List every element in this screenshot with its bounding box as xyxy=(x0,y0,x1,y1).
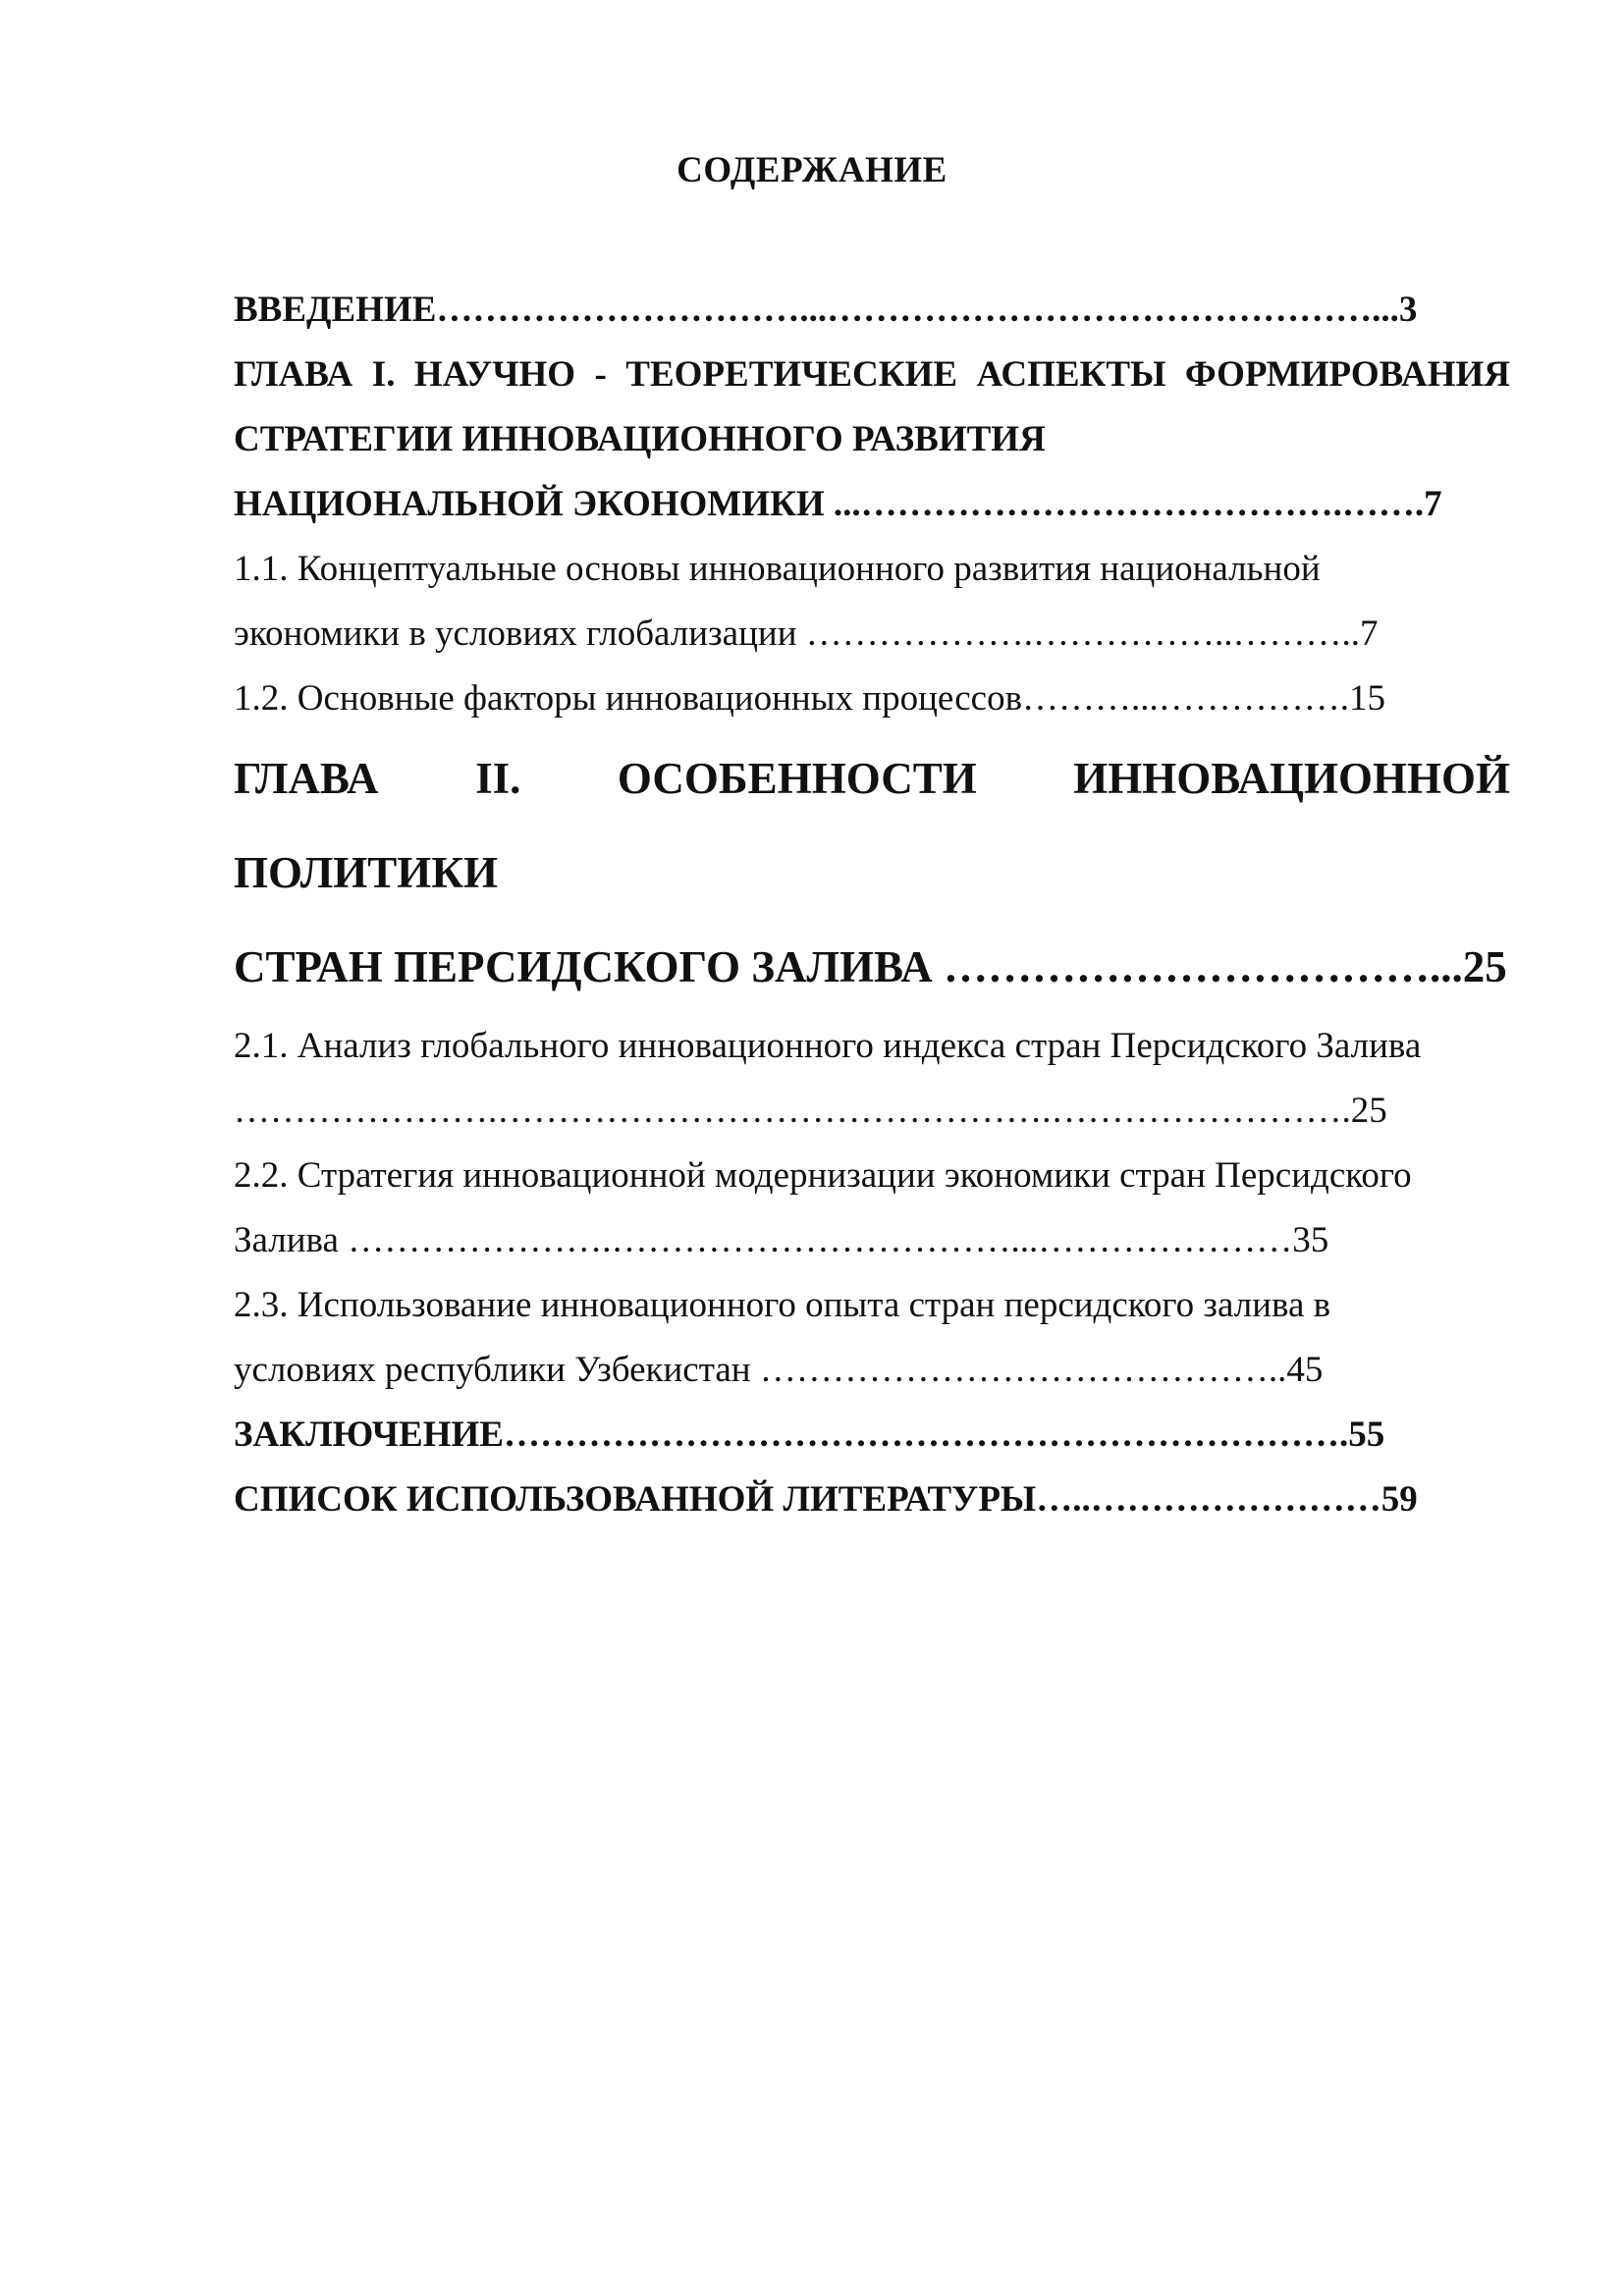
toc-entry-conclusion: ЗАКЛЮЧЕНИЕ…………………………………………………………….55 xyxy=(234,1415,1385,1455)
toc-entry-section-2-2-page: Залива ………………….……………………………...…………………35 xyxy=(234,1220,1329,1260)
toc-entry-section-2-2: 2.2. Стратегия инновационной модернизации экономики стран Персидского xyxy=(234,1155,1412,1196)
toc-entry-section-1-1-page: экономики в условиях глобализации ……………….……………..………..7 xyxy=(234,614,1379,654)
toc-entry-chapter-1: ГЛАВА I. НАУЧНО - ТЕОРЕТИЧЕСКИЕ АСПЕКТЫ ФОРМИРОВАНИЯ СТРАТЕГИИ ИННОВАЦИОННОГО РАЗВИТИЯ xyxy=(234,354,1510,459)
toc-entry-section-2-3-page: условиях республики Узбекистан ……………………………………..45 xyxy=(234,1350,1324,1390)
toc-entry-chapter-1-page: НАЦИОНАЛЬНОЙ ЭКОНОМИКИ ...………………………………….…….7 xyxy=(234,484,1442,524)
page-title: СОДЕРЖАНИЕ xyxy=(677,150,947,190)
toc-entry-section-1-1: 1.1. Концептуальные основы инновационного развития национальной xyxy=(234,549,1321,589)
toc-entry-section-2-1-page: ………………….……………………………………….…………………….25 xyxy=(234,1091,1387,1131)
toc-entry-bibliography: СПИСОК ИСПОЛЬЗОВАННОЙ ЛИТЕРАТУРЫ…..……………………59 xyxy=(234,1479,1418,1520)
toc-entry-intro: ВВЕДЕНИЕ…………………………...………………………………………...3 xyxy=(234,290,1418,330)
toc-entry-chapter-2-page: СТРАН ПЕРСИДСКОГО ЗАЛИВА ……………………………...25 xyxy=(234,942,1507,991)
toc-entry-chapter-2: ГЛАВА II. ОСОБЕННОСТИ ИННОВАЦИОННОЙ ПОЛИТИКИ xyxy=(234,754,1510,897)
toc-entry-section-2-3: 2.3. Использование инновационного опыта стран персидского залива в xyxy=(234,1285,1331,1325)
table-of-contents xyxy=(234,278,1510,1532)
toc-entry-section-2-1: 2.1. Анализ глобального инновационного индекса стран Персидского Залива xyxy=(234,1026,1422,1066)
toc-entry-section-1-2: 1.2. Основные факторы инновационных процессов………...…………….15 xyxy=(234,678,1386,719)
